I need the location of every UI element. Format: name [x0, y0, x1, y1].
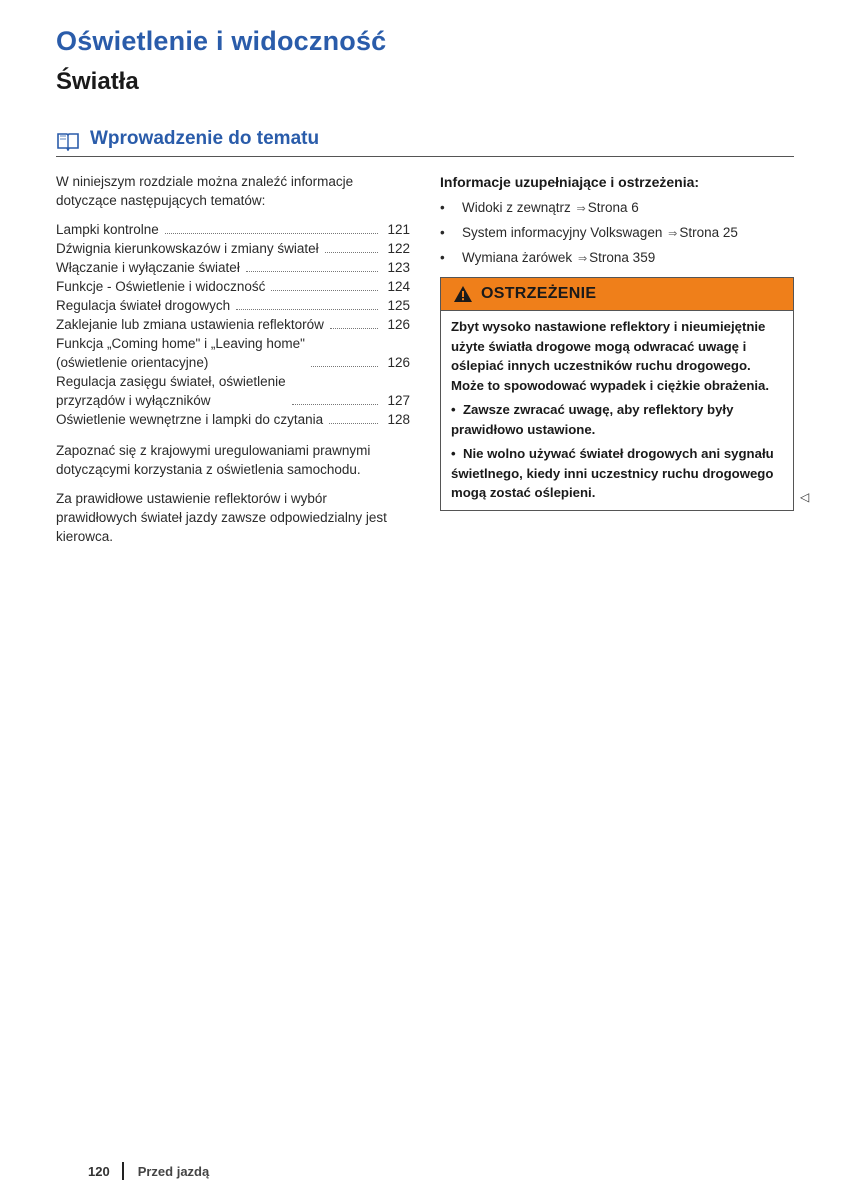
warning-header	[441, 278, 793, 311]
leader-dots	[330, 328, 378, 329]
topic-item[interactable]: Oświetlenie wewnętrzne i lampki do czytania 128	[56, 412, 410, 427]
bullet-icon: •	[440, 200, 445, 215]
arrow-right-icon: ⇒	[576, 203, 586, 215]
reference-item[interactable]: • System informacyjny Volkswagen ⇒ Strona 25	[440, 221, 796, 246]
leader-dots	[311, 366, 378, 367]
page-link[interactable]: Strona 359	[589, 250, 656, 265]
page-footer	[88, 1162, 209, 1180]
paragraph-driver-responsibility: Za prawidłowe ustawienie reflektorów i wybór prawidłowych świateł jazdy zawsze odpowiedzialny jest kierowca.	[56, 491, 387, 544]
leader-dots	[325, 252, 378, 253]
warning-triangle-icon	[453, 285, 473, 303]
right-column	[440, 172, 796, 271]
topic-page: 122	[387, 241, 410, 256]
page-title: Oświetlenie i widoczność	[56, 26, 387, 56]
footer-divider	[122, 1162, 124, 1180]
bullet-icon: •	[451, 402, 463, 417]
topic-item[interactable]: Regulacja świateł drogowych 125	[56, 298, 410, 313]
warning-text: Zbyt wysoko nastawione reflektory i nieumiejętnie użyte światła drogowe mogą odwracać uwagę i oślepiać innych uczestników ruchu drogowego. Może to spowodować wypadek i ciężkie obrażenia.	[451, 319, 770, 393]
topic-page: 128	[387, 412, 410, 427]
warning-title: OSTRZEŻENIE	[481, 285, 597, 302]
leader-dots	[236, 309, 378, 310]
topic-page: 127	[387, 393, 410, 408]
bullet-icon: •	[451, 446, 463, 461]
reference-item[interactable]: • Wymiana żarówek ⇒ Strona 359	[440, 246, 796, 271]
topic-page: 123	[387, 260, 410, 275]
topic-page: 124	[387, 279, 410, 294]
topic-item[interactable]: Funkcje - Oświetlenie i widoczność 124	[56, 279, 410, 294]
book-icon	[56, 131, 80, 151]
warning-body	[441, 311, 793, 503]
topic-item[interactable]: Włączanie i wyłączanie świateł 123	[56, 260, 410, 275]
leader-dots	[271, 290, 378, 291]
page-link[interactable]: Strona 6	[587, 200, 639, 215]
chapter-name: Przed jazdą	[137, 1163, 210, 1179]
paragraph-regulations: Zapoznać się z krajowymi uregulowaniami prawnymi dotyczącymi korzystania z oświetlenia samochodu.	[56, 443, 371, 477]
reference-list	[440, 196, 796, 271]
intro-text: W niniejszym rozdziale można znaleźć informacje dotyczące następujących tematów:	[56, 174, 354, 208]
bullet-icon: •	[440, 225, 445, 240]
topic-page: 126	[387, 317, 410, 332]
leader-dots	[292, 404, 378, 405]
warning-item: • Nie wolno używać świateł drogowych ani sygnału świetlnego, kiedy inni uczestnicy ruchu drogowego mogą zostać oślepieni.	[451, 446, 774, 500]
topic-list	[56, 220, 410, 429]
left-column	[56, 172, 410, 556]
leader-dots	[246, 271, 378, 272]
topic-page: 126	[387, 355, 410, 370]
bullet-icon: •	[440, 250, 445, 265]
warning-box	[440, 277, 794, 511]
warning-item: • Zawsze zwracać uwagę, aby reflektory były prawidłowo ustawione.	[451, 402, 734, 437]
leader-dots	[165, 233, 378, 234]
topic-item[interactable]: Zaklejanie lub zmiana ustawienia reflektorów 126	[56, 317, 410, 332]
topic-page: 121	[387, 222, 410, 237]
arrow-right-icon: ⇒	[668, 228, 678, 240]
section-header	[56, 128, 794, 157]
arrow-right-icon: ⇒	[577, 253, 588, 265]
section-title: Wprowadzenie do tematu	[90, 128, 320, 149]
reference-item[interactable]: • Widoki z zewnątrz ⇒ Strona 6	[440, 196, 796, 221]
page-link[interactable]: Strona 25	[679, 225, 738, 240]
info-title: Informacje uzupełniające i ostrzeżenia:	[440, 174, 700, 190]
page-number: 120	[88, 1163, 110, 1179]
section-end-icon: ◁	[800, 490, 810, 504]
topic-item[interactable]: Dźwignia kierunkowskazów i zmiany świateł 122	[56, 241, 410, 256]
page-subtitle: Światła	[56, 68, 139, 95]
topic-item[interactable]: Regulacja zasięgu świateł, oświetlenie przyrządów i wyłączników 127	[56, 374, 410, 408]
topic-page: 125	[387, 298, 410, 313]
leader-dots	[329, 423, 378, 424]
topic-item[interactable]: Lampki kontrolne 121	[56, 222, 410, 237]
topic-item[interactable]: Funkcja „Coming home" i „Leaving home" (oświetlenie orientacyjne) 126	[56, 336, 410, 370]
